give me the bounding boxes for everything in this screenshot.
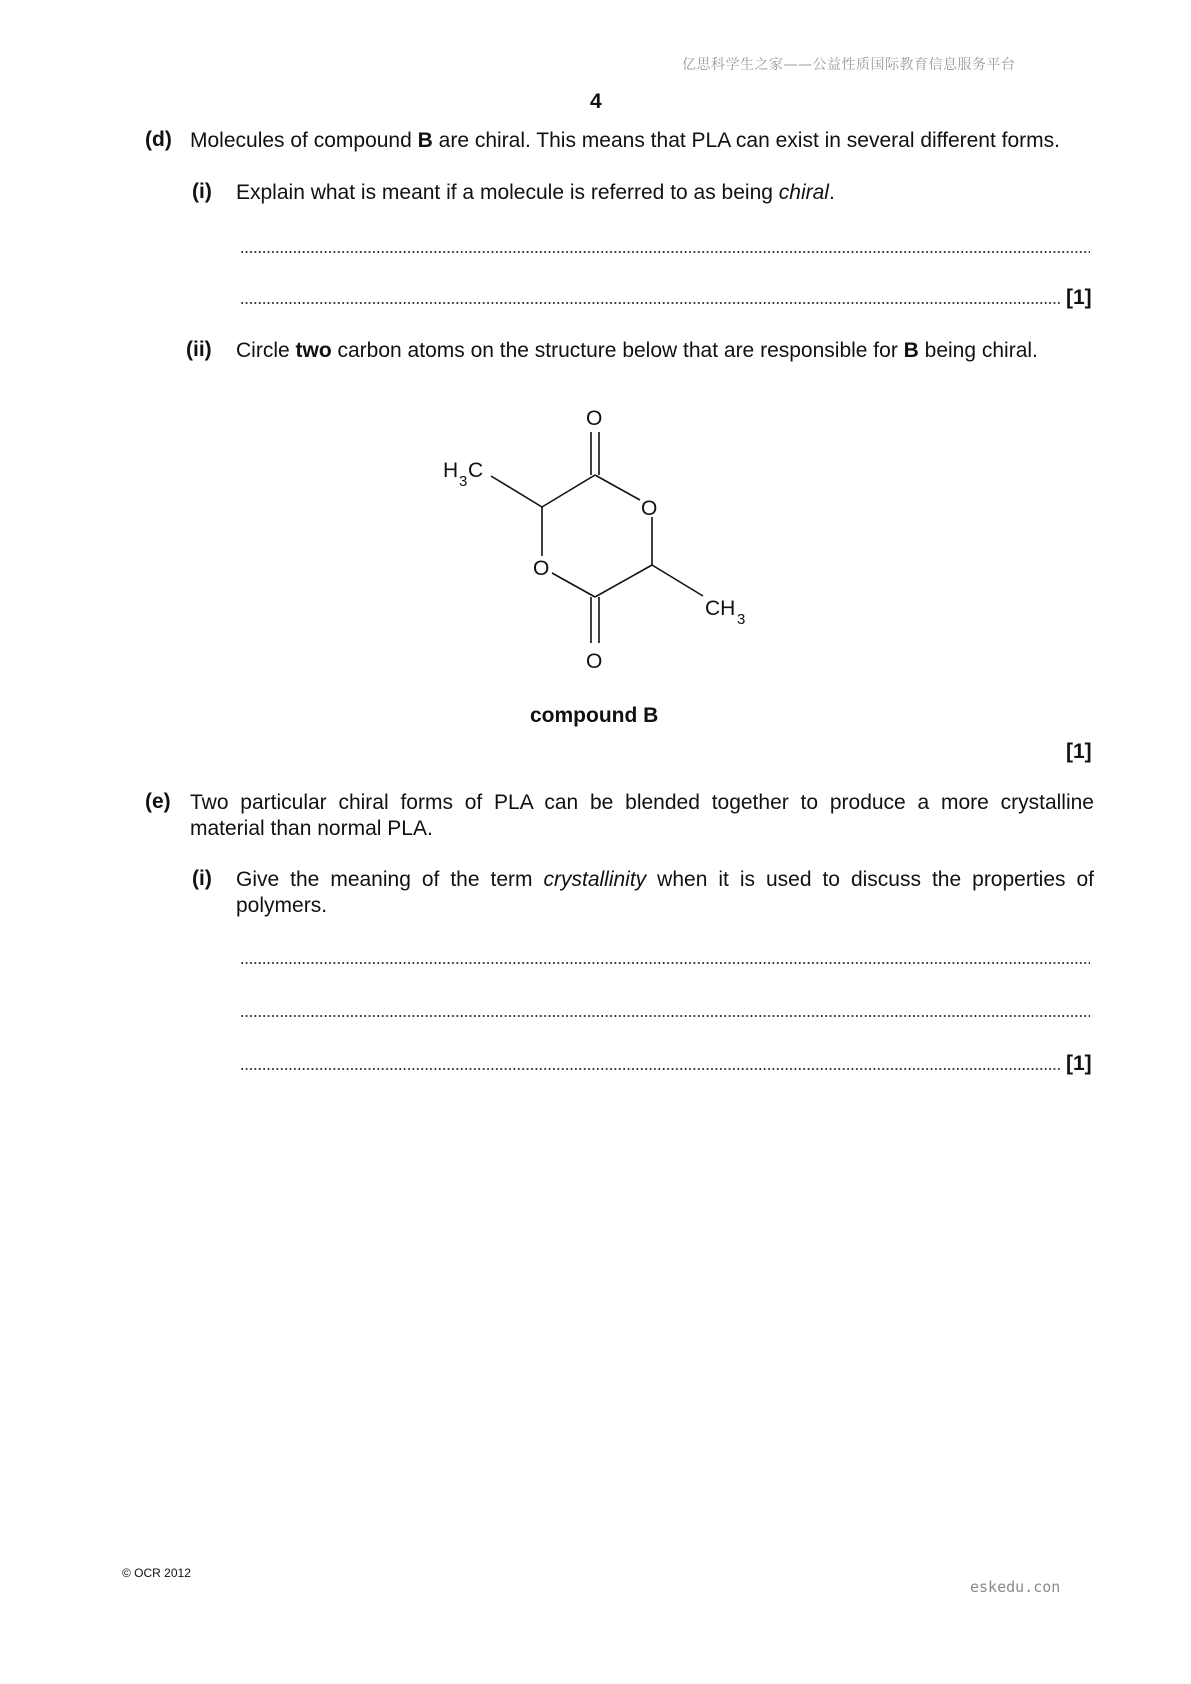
atom-h3c-c: C (468, 459, 484, 482)
compound-b-structure (0, 0, 1191, 700)
atom-ch3-sub: 3 (737, 611, 746, 628)
question-e-i-text-line2: polymers. (236, 894, 328, 917)
mark-allocation: [1] (1066, 286, 1092, 309)
ring-bond (552, 573, 595, 597)
atom-h3c-sub: 3 (459, 473, 468, 490)
atom-o-ring-left: O (533, 557, 550, 580)
question-d-text: Molecules of compound B are chiral. This means that PLA can exist in several different forms. (190, 129, 1060, 152)
question-d-i-text: Explain what is meant if a molecule is referred to as being chiral. (236, 181, 835, 204)
answer-line[interactable] (240, 1014, 1090, 1018)
ring-bond (542, 475, 595, 507)
atom-o-top: O (586, 407, 603, 430)
question-e-text-line2: material than normal PLA. (190, 817, 433, 840)
ring-bond (595, 475, 640, 500)
question-d-label: (d) (145, 128, 172, 151)
methyl-bond (652, 565, 703, 596)
answer-line[interactable] (240, 961, 1090, 965)
question-d-ii-label: (ii) (186, 338, 212, 361)
atom-o-bottom: O (586, 650, 603, 673)
atom-o-ring-right: O (641, 497, 658, 520)
mark-allocation: [1] (1066, 1052, 1092, 1075)
question-e-i-label: (i) (192, 867, 212, 890)
ring-bond (595, 565, 652, 597)
compound-caption: compound B (530, 704, 659, 727)
footer-site: eskedu.con (970, 1578, 1061, 1596)
atom-ch3: CH (705, 597, 736, 620)
question-d-i-label: (i) (192, 180, 212, 203)
atom-h3c-h: H (443, 459, 459, 482)
question-e-label: (e) (145, 790, 171, 813)
copyright: © OCR 2012 (122, 1566, 191, 1580)
question-d-ii-text: Circle two carbon atoms on the structure below that are responsible for B being chiral. (236, 339, 1038, 362)
answer-line[interactable] (240, 1067, 1062, 1071)
question-e-text-line1: Two particular chiral forms of PLA can be blended together to produce a more crystalline (190, 791, 1094, 814)
methyl-bond (491, 476, 542, 507)
page-number: 4 (590, 90, 602, 113)
mark-allocation: [1] (1066, 740, 1092, 763)
header-watermark: 亿思科学生之家——公益性质国际教育信息服务平台 (682, 57, 1016, 73)
question-e-i-text-line1: Give the meaning of the term crystallinity when it is used to discuss the properties of (236, 868, 1095, 891)
